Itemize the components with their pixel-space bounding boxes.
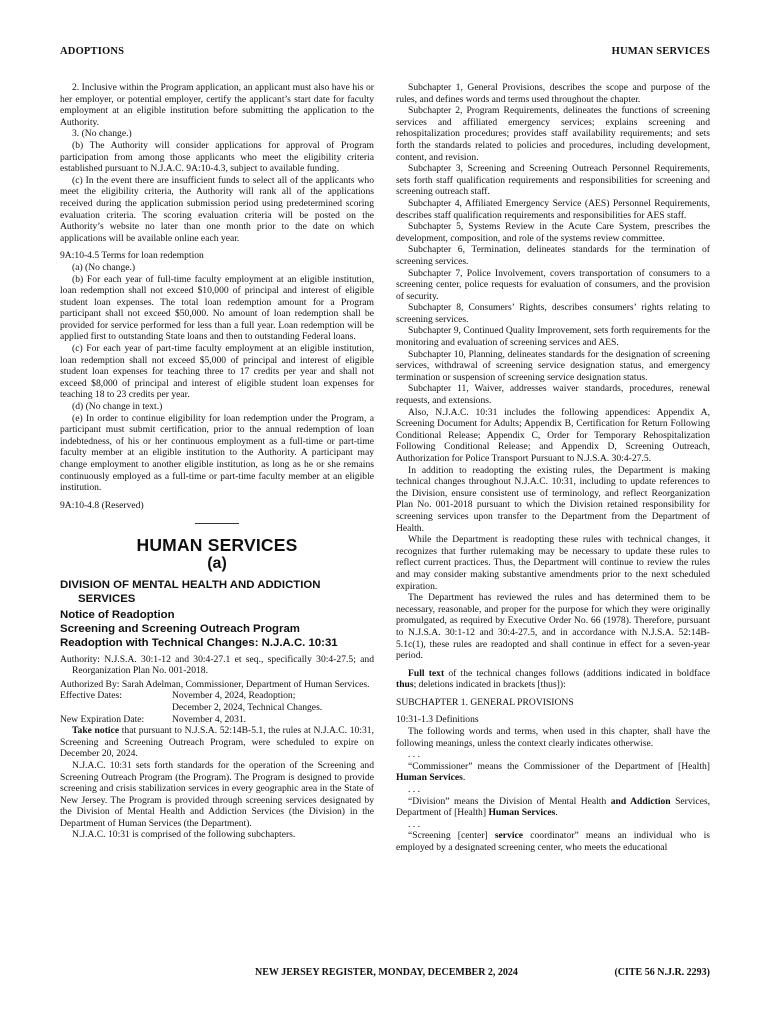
text: “Division” means the Division of Mental Health	[408, 795, 611, 807]
paragraph: Subchapter 11, Waiver, addresses waiver standards, procedures, renewal requests, and extensions.	[396, 383, 710, 407]
paragraph: Subchapter 6, Termination, delineates standards for the termination of screening services.	[396, 244, 710, 267]
running-header-right: HUMAN SERVICES	[611, 46, 710, 57]
text: “Screening [center]	[408, 830, 495, 842]
text: of the technical changes follows (additions indicated in boldface	[444, 667, 710, 679]
notice-line: Notice of Readoption	[60, 608, 175, 621]
paragraph: (a) (No change.)	[72, 261, 136, 273]
ellipsis: . . .	[408, 784, 420, 796]
paragraph: (c) In the event there are insufficient funds to select all of the applicants who meet the eligibility criteria, the Authority will rank all of the applications received during the application submission period using predetermined scoring evaluation criteria. The scoring evaluation criteria will be posted on the Authority’s website no later than one month prior to the date on which applications will be available online each year.	[60, 174, 374, 244]
definition	[396, 761, 710, 784]
paragraph: Subchapter 7, Police Involvement, covers transportation of consumers to a screening center, police requests for evaluation of consumers, and the provision of security.	[396, 267, 710, 302]
paragraph: (c) For each year of part-time faculty employment at an eligible institution, loan redemption shall not exceed $5,000 of principal and interest of eligible student loan expenses for teaching three to 17 credits per year and shall not exceed $8,000 of principal and interest of eligible student loan expenses for teaching 18 to 23 credits per year.	[60, 343, 374, 401]
paragraph: In addition to readopting the existing rules, the Department is making technical changes throughout N.J.A.C. 10:31, including to update references to the Division, ensure consistent use of terminology, and reflect Reorganization Plan No. 001-2018 pursuant to which the Division retained responsibility for screening services upon transfer to the Department from the Department of Health.	[396, 464, 710, 534]
left-column	[60, 82, 374, 841]
footer-register: NEW JERSEY REGISTER, MONDAY, DECEMBER 2, 2024	[255, 967, 518, 978]
value: December 2, 2024, Technical Changes.	[172, 701, 323, 713]
item-letter: (a)	[207, 554, 227, 572]
paragraph: 2. Inclusive within the Program application, an applicant must also have his or her employer, or potential employer, certify the applicant’s start date for faculty employment at an eligible institution before submitting the application to the Authority.	[60, 82, 374, 128]
notice-line: Readoption with Technical Changes: N.J.A.C. 10:31	[60, 636, 338, 649]
text: ; deletions indicated in brackets [thus]):	[413, 679, 566, 691]
section-heading: 9A:10-4.5 Terms for loan redemption	[60, 250, 204, 262]
text-bold: thus	[396, 679, 414, 691]
paragraph	[396, 668, 710, 691]
paragraph: Subchapter 4, Affiliated Emergency Service (AES) Personnel Requirements, describes staff qualification requirements and responsibilities for AES staff.	[396, 197, 710, 221]
paragraph: N.J.A.C. 10:31 is comprised of the following subchapters.	[72, 829, 296, 841]
paragraph: Subchapter 3, Screening and Screening Outreach Personnel Requirements, sets forth staff qualification requirements and responsibilities for screening and screening outreach staff.	[396, 163, 710, 198]
section-heading: 10:31-1.3 Definitions	[396, 714, 479, 726]
text-bold: Human Services	[396, 772, 463, 784]
department-title: HUMAN SERVICES	[136, 535, 298, 556]
paragraph: Subchapter 10, Planning, delineates standards for the designation of screening services, withdrawal of screening service designation status, and emergency termination or suspension of screening service designation status.	[396, 348, 710, 383]
running-header-left: ADOPTIONS	[60, 46, 125, 57]
section-heading: 9A:10-4.8 (Reserved)	[60, 499, 144, 511]
agency-name	[60, 578, 374, 606]
notice-line: Screening and Screening Outreach Program	[60, 622, 300, 635]
expiration-date	[60, 714, 374, 726]
paragraph: The Department has reviewed the rules and has determined them to be necessary, reasonable, and proper for the purpose for which they were originally promulgated, as required by Executive Order No. 66 (1978). Therefore, pursuant to N.J.S.A. 30:1-12 and 30:4-27.5, and in accordance with N.J.S.A. 52:14B-5.1c(1), these rules are readopted and shall continue in effect for a seven-year period.	[396, 592, 710, 662]
paragraph: Subchapter 1, General Provisions, describes the scope and purpose of the rules, and defines words and terms used throughout the chapter.	[396, 82, 710, 105]
effective-dates	[60, 690, 374, 702]
agency-line: SERVICES	[78, 592, 136, 605]
text: that pursuant to N.J.S.A. 52:14B-5.1, the rules at N.J.A.C. 10:31, Screening and Screening Outreach Program, were scheduled to expire on December 20, 2024.	[60, 725, 374, 760]
definition	[396, 830, 710, 853]
text: Services, Department of [Health]	[396, 795, 710, 819]
paragraph: The following words and terms, when used in this chapter, shall have the following meanings, unless the context clearly indicates otherwise.	[396, 726, 710, 749]
text: .	[462, 772, 466, 784]
agency-line: DIVISION OF MENTAL HEALTH AND ADDICTION	[60, 578, 321, 591]
paragraph	[60, 725, 374, 760]
paragraph: While the Department is readopting these rules with technical changes, it recognizes that further rulemaking may be necessary to update these rules to reflect current practices. Thus, the Department will continue to review the rules and may consider making substantive amendments prior to the next scheduled expiration.	[396, 534, 710, 592]
value: November 4, 2024, Readoption;	[172, 690, 296, 702]
paragraph: N.J.A.C. 10:31 sets forth standards for the operation of the Screening and Screening Outreach Program (the Program). The Program is designed to provide screening and crisis stabilization services in every geographic area in the State of New Jersey. The Program is provided through screening services designated by the Division of Mental Health and Addiction Services (the Division) in the Department of Human Services (the Department).	[60, 759, 374, 829]
footer-cite: (CITE 56 N.J.R. 2293)	[614, 967, 710, 978]
lead-in: Full text	[408, 667, 445, 679]
value: November 4, 2031.	[172, 713, 247, 725]
lead-in: Take notice	[72, 725, 120, 737]
right-column	[396, 82, 710, 854]
text: “Commissioner” means the Commissioner of the Department of [Health]	[408, 760, 710, 772]
paragraph: Subchapter 2, Program Requirements, delineates the functions of screening services and affiliated emergency services; explains screening and rehospitalization procedures; provides staff availability requirements; and sets forth the standards related to policies and procedures, including development, content, and revision.	[396, 105, 710, 163]
ellipsis: . . .	[408, 818, 420, 830]
authority-line: Authority: N.J.S.A. 30:1-12 and 30:4-27.1 et seq., specifically 30:4-27.5; and Reorganization Plan No. 001-2018.	[60, 653, 374, 677]
paragraph: (d) (No change in text.)	[72, 401, 163, 413]
paragraph: Subchapter 8, Consumers’ Rights, describes consumers’ rights relating to screening services.	[396, 302, 710, 325]
subchapter-heading: SUBCHAPTER 1. GENERAL PROVISIONS	[396, 696, 574, 708]
paragraph: Also, N.J.A.C. 10:31 includes the following appendices: Appendix A, Screening Document for Adults; Appendix B, Certification for Return Following Conditional Release; Appendix C, Order for Temporary Rehospitalization Following Conditional Release; and Appendix D, Screening Outreach, Authorization for Police Transport Pursuant to N.J.S.A. 30:4-27.5.	[396, 406, 710, 464]
text-bold: service	[494, 830, 524, 842]
definition	[396, 796, 710, 819]
text-bold: and Addiction	[610, 795, 671, 807]
authorized-by: Authorized By: Sarah Adelman, Commissioner, Department of Human Services.	[60, 678, 370, 690]
notice-heading	[60, 608, 374, 650]
paragraph: Subchapter 9, Continued Quality Improvement, sets forth requirements for the monitoring and evaluation of screening services and AES.	[396, 325, 710, 349]
text: .	[555, 807, 558, 819]
text-bold: Human Services	[488, 807, 556, 819]
section-divider	[195, 523, 239, 524]
paragraph: (b) The Authority will consider applications for approval of Program participation from among those applicants who meet the eligibility criteria established pursuant to N.J.A.C. 9A:10-4.3, subject to available funding.	[60, 139, 374, 175]
label: New Expiration Date:	[60, 713, 145, 725]
paragraph: 3. (No change.)	[72, 128, 132, 140]
label: Effective Dates:	[60, 690, 122, 702]
text: coordinator” means an individual who is employed by a designated screening center, who meets the educational	[396, 830, 710, 853]
ellipsis: . . .	[408, 749, 420, 761]
paragraph: Subchapter 5, Systems Review in the Acute Care System, prescribes the development, composition, and role of the systems review committee.	[396, 221, 710, 244]
paragraph: (b) For each year of full-time faculty employment at an eligible institution, loan redemption shall not exceed $10,000 of principal and interest of eligible student loan expenses. The total loan redemption amount for a Program participant shall not exceed $50,000. No amount of loan redemption shall be provided for service performed for less than a full year. Loan redemption will be applied first to outstanding State loans and then to outstanding Federal loans.	[60, 273, 374, 343]
paragraph: (e) In order to continue eligibility for loan redemption under the Program, a participant must submit certification, prior to the annual redemption of loan indebtedness, of his or her continuous employment as a full-time or part-time faculty member at an eligible institution to the Authority. A participant may change employment to another eligible institution, as long as he or she remains continuously employed as a full-time or part-time faculty member at an eligible institution.	[60, 412, 374, 494]
